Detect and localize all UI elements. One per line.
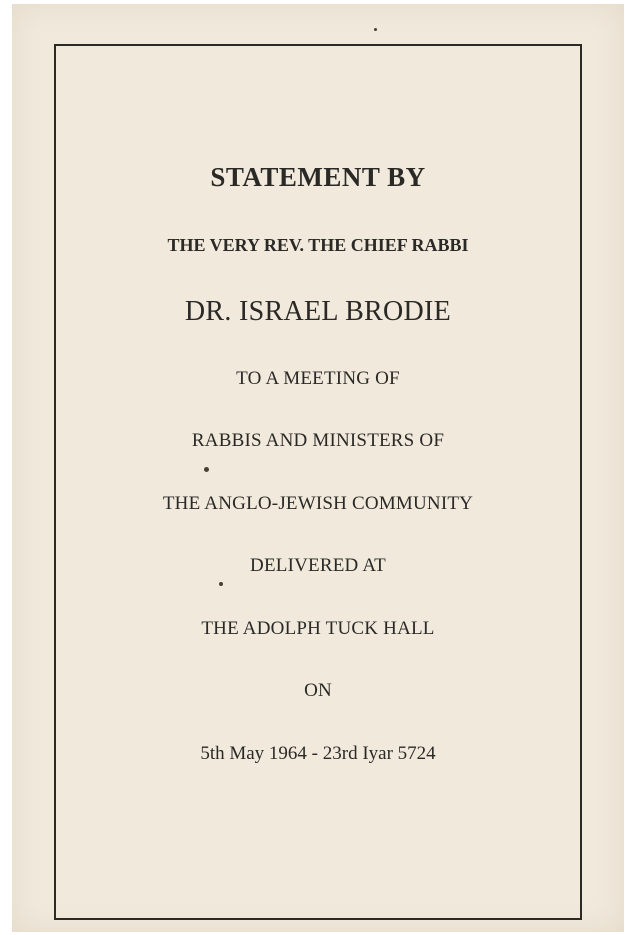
author-name: DR. ISRAEL BRODIE xyxy=(184,296,452,327)
body-line-community: THE ANGLO-JEWISH COMMUNITY xyxy=(162,493,474,514)
paper-speck xyxy=(374,28,377,31)
author-rank: THE VERY REV. THE CHIEF RABBI xyxy=(167,235,469,255)
paper-speck xyxy=(219,582,223,586)
document-page xyxy=(12,4,624,932)
body-line-audience: RABBIS AND MINISTERS OF xyxy=(191,430,445,451)
body-line-on: ON xyxy=(304,680,332,701)
paper-speck xyxy=(204,467,209,472)
event-date: 5th May 1964 - 23rd Iyar 5724 xyxy=(200,743,436,764)
page-title: STATEMENT BY xyxy=(210,162,426,192)
body-line-venue: THE ADOLPH TUCK HALL xyxy=(201,618,435,639)
body-line-delivered: DELIVERED AT xyxy=(250,555,386,576)
body-line-meeting: TO A MEETING OF xyxy=(236,368,400,389)
